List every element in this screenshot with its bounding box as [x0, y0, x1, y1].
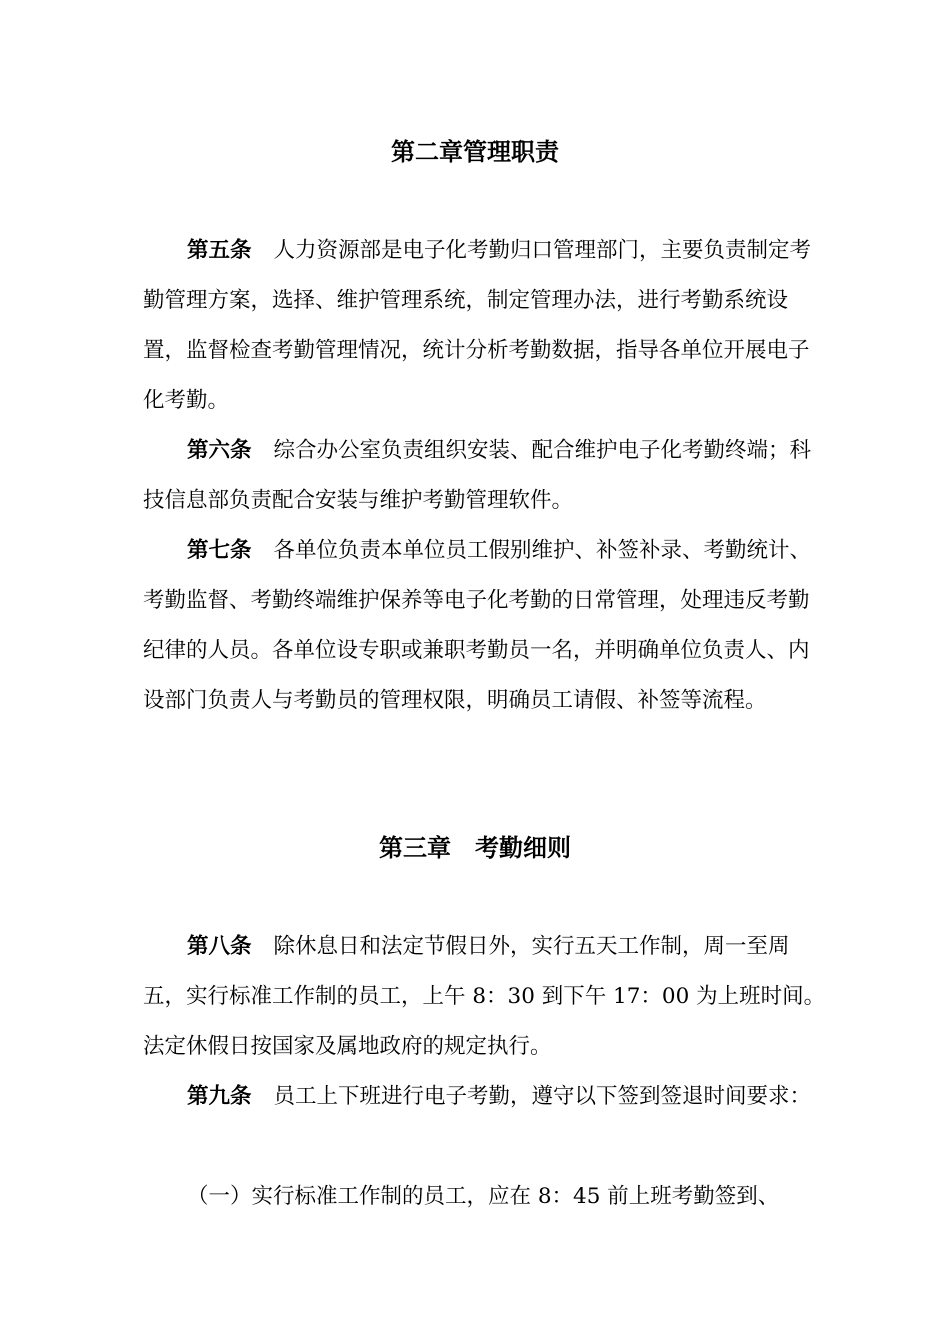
article-8-text: 除休息日和法定节假日外，实行五天工作制，周一至周五，实行标准工作制的员工，上午 8：30 到下午 17：00 为上班时间。法定休假日按国家及属地政府的规定执行。 — [143, 934, 826, 1059]
article-8-label: 第八条 — [187, 934, 252, 959]
article-6 — [143, 426, 828, 526]
article-6-text: 综合办公室负责组织安装、配合维护电子化考勤终端；科技信息部负责配合安装与维护考勤管理软件。 — [143, 438, 812, 513]
article-9 — [143, 1072, 828, 1122]
article-5-label: 第五条 — [187, 238, 252, 263]
article-8 — [143, 922, 828, 1072]
article-6-label: 第六条 — [187, 438, 252, 463]
chapter-3-heading: 第三章 考勤细则 — [379, 834, 571, 862]
article-7 — [143, 526, 828, 726]
article-5-text: 人力资源部是电子化考勤归口管理部门，主要负责制定考勤管理方案，选择、维护管理系统，制定管理办法，进行考勤系统设置，监督检查考勤管理情况，统计分析考勤数据，指导各单位开展电子化考勤。 — [143, 238, 812, 413]
chapter-2-heading: 第二章管理职责 — [391, 138, 559, 166]
article-9-item-1: （一）实行标准工作制的员工，应在 8：45 前上班考勤签到、 — [187, 1184, 780, 1209]
article-5 — [143, 226, 828, 426]
article-9-text: 员工上下班进行电子考勤，遵守以下签到签退时间要求： — [273, 1084, 812, 1109]
article-7-label: 第七条 — [187, 538, 252, 563]
article-7-text: 各单位负责本单位员工假别维护、补签补录、考勤统计、考勤监督、考勤终端维护保养等电子化考勤的日常管理，处理违反考勤纪律的人员。各单位设专职或兼职考勤员一名，并明确单位负责人、内设部门负责人与考勤员的管理权限，明确员工请假、补签等流程。 — [143, 538, 812, 713]
article-9-label: 第九条 — [187, 1084, 252, 1109]
